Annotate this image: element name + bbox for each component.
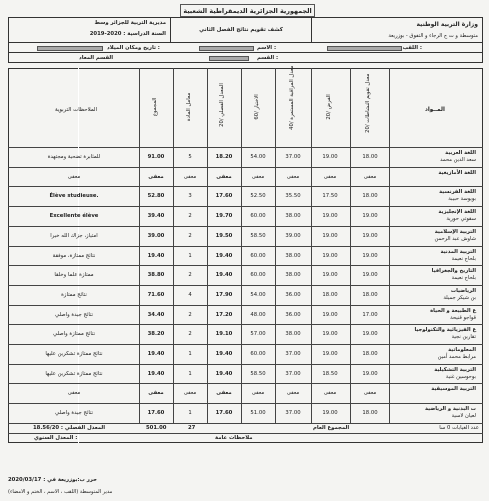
grade-avg: 19.70: [215, 213, 233, 220]
grade-c4: 58.50: [250, 232, 266, 239]
grade-c2: 18.50: [322, 370, 338, 377]
teacher-name: بوحوسين غنية: [445, 373, 476, 380]
grade-total: 71.60: [147, 291, 165, 298]
grade-c2: معفى: [323, 390, 337, 397]
grade-c3: معفى: [286, 390, 300, 397]
grade-c3: 37.00: [285, 410, 301, 417]
coef-total: 27: [188, 425, 196, 431]
subject-name: الرياضيات: [450, 287, 476, 294]
col-coef: معامل المادة: [186, 92, 193, 122]
subject-cell: [443, 288, 476, 302]
teacher-name: شاوش عبد الرحمن: [434, 235, 476, 242]
term-average: المعدل الفصلي : 18.56/20: [33, 425, 106, 431]
grade-c4: 54.00: [250, 291, 266, 298]
teacher-name: مرابط محمد أمين: [437, 354, 476, 361]
report-name: كشف تقويم نتائج الفصل الثاني: [199, 27, 283, 33]
grade-coef: 1: [188, 370, 192, 377]
teacher-name: بويوسة حبيبة: [448, 196, 476, 203]
grade-c3: معفى: [286, 173, 300, 180]
grade-coef: 1: [188, 410, 192, 417]
grade-coef: 1: [188, 351, 192, 357]
col-exam: الاختبار /60: [254, 94, 261, 120]
grade-c1: 19.00: [362, 232, 378, 239]
grade-avg: 17.60: [215, 193, 233, 200]
grade-c4: 60.00: [250, 252, 266, 259]
grade-c3: 39.00: [285, 232, 301, 239]
subject-name: ت البدنية و الرياضية: [424, 406, 476, 413]
grade-total: 38.80: [147, 272, 165, 279]
grade-avg: معفى: [216, 173, 232, 180]
grade-c2: 19.00: [322, 410, 338, 417]
grade-avg: 19.40: [215, 272, 233, 279]
grade-coef: 3: [188, 193, 192, 200]
subject-cell: [414, 327, 476, 341]
grade-c4: 54.00: [250, 154, 266, 160]
grade-c2: 19.00: [322, 213, 338, 220]
grade-c3: 37.00: [285, 351, 301, 357]
teacher-name: بلحاج نعيمة: [451, 275, 476, 282]
subject-cell: [439, 189, 476, 203]
grade-coef: 1: [188, 252, 192, 259]
subject-cell: [430, 308, 476, 322]
grade-coef: 4: [188, 291, 192, 298]
grade-total: معفى: [148, 390, 164, 397]
grade-c1: 19.00: [362, 370, 378, 377]
teacher-name: قواجو قنيحة: [450, 314, 476, 321]
grade-c2: 17.50: [322, 193, 338, 200]
header-left: [8, 17, 171, 43]
subject-name: اللغة الإنجليزية: [438, 209, 476, 216]
grade-c4: 51.00: [250, 410, 266, 417]
grade-c1: 18.00: [362, 193, 378, 200]
grade-c4: 57.00: [250, 331, 266, 338]
subject-name: اللغة العربية: [445, 150, 476, 156]
grade-c2: 19.00: [322, 331, 338, 338]
grade-c1: 18.00: [362, 291, 378, 298]
grade-coef: 2: [188, 311, 192, 318]
signature-line: مدير المتوسطة (اللقب ، الاسم ، الختم و الامضاء): [8, 489, 113, 495]
grade-c2: 19.00: [322, 252, 338, 259]
grade-c3: 37.00: [285, 154, 301, 160]
grade-avg: 18.20: [215, 154, 233, 160]
teacher-name: بن شيكر جميلة: [443, 294, 476, 301]
grade-c2: 19.00: [322, 272, 338, 279]
grade-c4: 60.00: [250, 272, 266, 279]
grade-c1: 17.00: [362, 311, 378, 318]
grade-c1: 19.00: [362, 213, 378, 220]
header-middle: [170, 17, 312, 43]
remark: نتائج ممتازة واصلي: [52, 331, 96, 338]
subject-cell: [441, 249, 477, 263]
grade-avg: معفى: [216, 390, 232, 397]
remark: نتائج ممتازة، موفقة: [52, 252, 96, 259]
subject-name: التربية الإسلامية: [434, 228, 476, 235]
grade-c2: 19.00: [322, 232, 338, 239]
grade-c3: 36.00: [285, 291, 301, 298]
grade-c2: 19.00: [322, 311, 338, 318]
col-subjects: المــواد: [425, 107, 445, 113]
remark: نتائج ممتازة: [61, 291, 87, 298]
col-test: الفرض /20: [326, 94, 333, 120]
birth-value: [37, 46, 103, 51]
grade-avg: 19.40: [215, 351, 233, 357]
annual-label: المعدل السنوي :: [34, 435, 78, 441]
grand-total: 501.00: [146, 425, 167, 431]
grade-c4: معفى: [251, 390, 265, 397]
grade-total: 39.00: [147, 232, 165, 239]
grade-avg: 19.10: [215, 331, 233, 338]
repeat-label: القسم المعاد: [79, 55, 114, 61]
lastname-label: اللقب :: [402, 45, 422, 51]
grade-total: 38.20: [147, 331, 165, 338]
grade-c4: معفى: [251, 173, 265, 180]
grade-c2: 19.00: [322, 154, 338, 160]
grade-c4: 60.00: [250, 351, 266, 357]
grade-c2: 18.00: [322, 291, 338, 298]
grade-coef: 2: [188, 272, 192, 279]
section-label: القسم :: [257, 55, 279, 61]
grade-coef: معفى: [183, 390, 197, 397]
grade-total: 19.40: [147, 370, 165, 377]
subject-cell: [440, 150, 476, 164]
grade-coef: 2: [188, 232, 192, 239]
grade-avg: 19.40: [215, 370, 233, 377]
grade-c3: 38.00: [285, 331, 301, 338]
grade-c4: 48.00: [250, 311, 266, 318]
grade-total: 52.80: [147, 193, 165, 200]
grade-coef: معفى: [183, 173, 197, 180]
subject-cell: [438, 170, 476, 177]
section-value: [209, 56, 249, 61]
remarks-label: ملاحظات عامة: [215, 435, 253, 441]
subject-name: اللغة الأمازيغية: [438, 169, 476, 176]
col-continuous-40: معدل المراقبة المستمرة /40: [289, 65, 296, 130]
grade-total: 91.00: [147, 154, 165, 160]
grade-coef: 5: [188, 154, 192, 160]
lastname-value: [327, 46, 402, 51]
grand-total-label: المجموع العام: [313, 425, 350, 431]
grade-c2: معفى: [323, 173, 337, 180]
place-date: حرر ب:بوزريعة في : 2020/03/17: [8, 477, 97, 483]
remark: معفى: [67, 390, 81, 397]
remark: نتائج ممتازة تشكرين عليها: [45, 351, 103, 357]
grade-c1: معفى: [363, 173, 377, 180]
remark: امتياز، جزاك الله خيرا: [50, 232, 98, 239]
grade-total: 34.40: [147, 311, 165, 318]
grade-total: 17.60: [147, 410, 165, 417]
grade-coef: 2: [188, 213, 192, 220]
remark: Excellente élève: [49, 213, 99, 220]
subject-name: التربية المدنية: [440, 248, 476, 255]
subject-name: التاريخ والجغرافيا: [431, 268, 476, 275]
subject-name: اللغة الفرنسية: [439, 189, 476, 196]
grade-c3: 35.50: [285, 193, 301, 200]
teacher-name: تقارين نجية: [451, 334, 476, 341]
grade-c1: 19.00: [362, 331, 378, 338]
subject-name: التربية التشكيلية: [434, 366, 476, 373]
grade-c3: 38.00: [285, 272, 301, 279]
grade-c4: 52.50: [250, 193, 266, 200]
grade-total: 19.40: [147, 351, 165, 357]
header-right: [311, 17, 483, 43]
remark: معفى: [67, 173, 81, 180]
subject-name: التربية الموسيقية: [431, 386, 476, 393]
grade-c3: 38.00: [285, 213, 301, 220]
page-title: الجمهورية الجزائرية الديمقراطية الشعبية: [183, 7, 312, 15]
info-row-2: [8, 52, 483, 63]
grade-c4: 60.00: [250, 213, 266, 220]
remark: نتائج ممتازة تشكرين عليها: [45, 370, 103, 377]
col-remarks: الملاحظات التربوية: [55, 107, 98, 113]
subject-cell: [434, 367, 476, 381]
remark: نتائج جيدة واصلي: [54, 311, 94, 318]
subject-cell: [438, 209, 476, 223]
teacher-name: بلحاج نعيمة: [451, 255, 476, 262]
subject-cell: [432, 268, 476, 282]
grade-c4: 58.50: [250, 370, 266, 377]
grade-avg: 17.20: [215, 311, 233, 318]
grade-c3: 37.00: [285, 370, 301, 377]
remark: Élève studieuse.: [49, 193, 99, 200]
grade-c1: 18.00: [362, 154, 378, 160]
subject-name: ع الطبيعة و الحياة: [430, 307, 476, 314]
ministry-label: وزارة التربية الوطنية: [416, 21, 478, 28]
firstname-value: [199, 46, 254, 51]
grade-avg: 19.40: [215, 252, 233, 259]
title-bar: [180, 4, 315, 17]
col-total: المجموع: [152, 97, 159, 117]
grade-avg: 19.50: [215, 232, 233, 239]
teacher-name: لعيان لاسية: [451, 413, 476, 420]
grade-c3: 36.00: [285, 311, 301, 318]
grade-avg: 17.60: [215, 410, 233, 417]
col-continuous: معدل تقويم النشاطات /20: [365, 73, 372, 133]
subject-name: ع الفيزيائية والتكنولوجيا: [414, 327, 476, 334]
absence-label: عدد الغيابات 0 سا: [439, 425, 479, 431]
subject-name: المعلوماتية: [448, 347, 476, 353]
remark: نتائج جيدة واصلي: [54, 410, 94, 417]
grade-total: 39.40: [147, 213, 165, 220]
grade-c2: 19.00: [322, 351, 338, 357]
grade-c3: 38.00: [285, 252, 301, 259]
grade-c1: معفى: [363, 390, 377, 397]
grade-c1: 18.00: [362, 410, 378, 417]
remark: ممتازة علما وخلقا: [54, 272, 94, 279]
grade-coef: 2: [188, 331, 192, 338]
subject-cell: [435, 229, 477, 243]
school-label: متوسطة و ت ج الرجاء و التفوق - بوزريعة: [388, 33, 478, 39]
teacher-name: سعد الدين محمد: [440, 157, 476, 164]
subject-cell: [431, 386, 476, 393]
directorate-label: مديرية التربية للجزائر وسط: [94, 20, 166, 26]
grade-total: معفى: [148, 173, 164, 180]
subject-cell: [438, 347, 476, 361]
remark: للمثابرة تضحية ومجتهدة: [47, 154, 101, 160]
grade-c1: 18.00: [362, 351, 378, 357]
col-term-avg: المعدل الفصلي /20: [219, 83, 226, 127]
birth-label: تاريخ ومكان الميلاد :: [107, 45, 160, 51]
grade-c1: 19.00: [362, 272, 378, 279]
grade-c1: 19.00: [362, 252, 378, 259]
firstname-label: الاسم :: [257, 45, 277, 51]
grade-avg: 17.90: [215, 291, 233, 298]
subject-cell: [425, 406, 476, 420]
teacher-name: سقوتي حورية: [446, 216, 476, 223]
grade-total: 19.40: [147, 252, 165, 259]
academic-year: السنة الدراسية : 2020-2019: [89, 31, 166, 37]
